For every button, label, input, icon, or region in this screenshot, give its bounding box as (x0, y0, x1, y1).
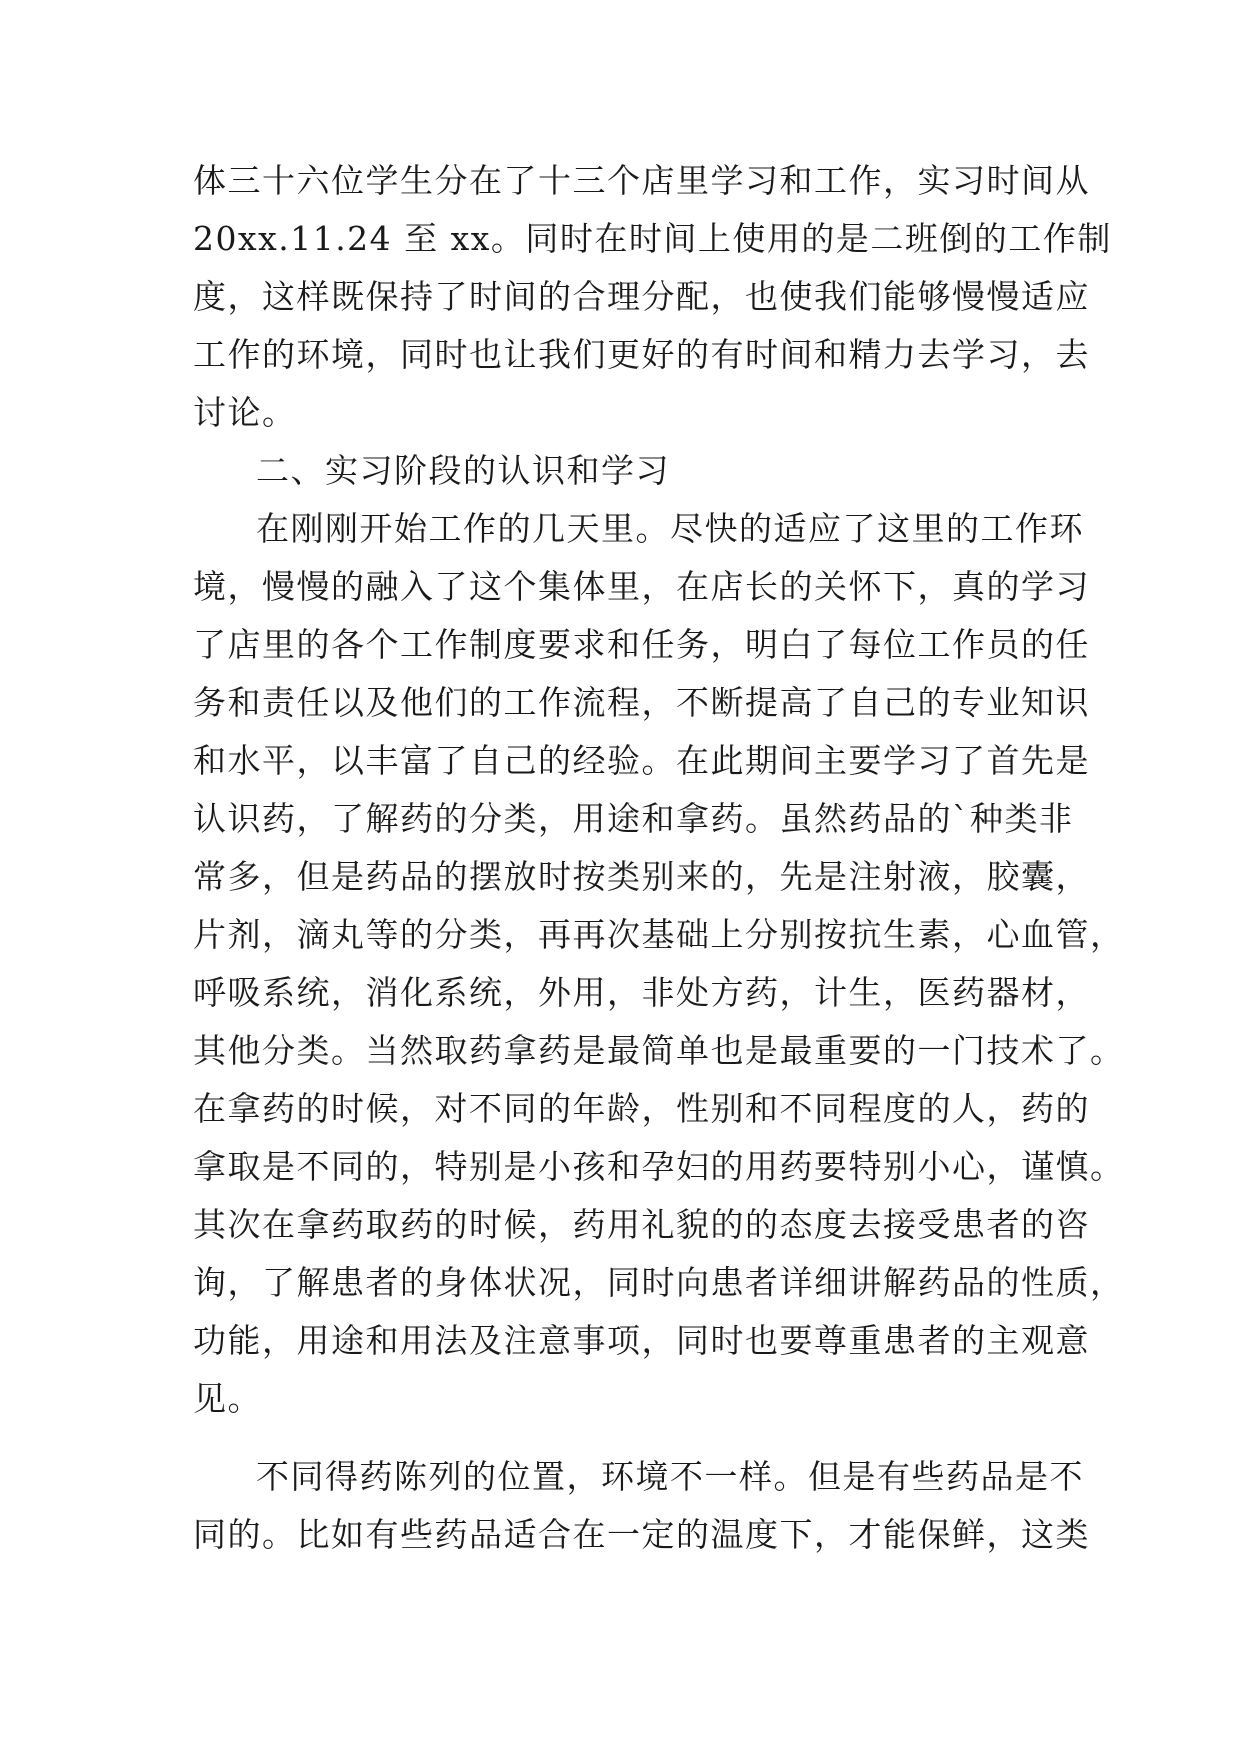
body-text (193, 152, 1125, 1564)
paragraph-line: 境，慢慢的融入了这个集体里，在店长的关怀下，真的学习 (193, 567, 1090, 606)
paragraph-line: 见。 (193, 1379, 262, 1418)
paragraph-line: 呼吸系统，消化系统，外用，非处方药，计生，医药器材， (193, 973, 1090, 1012)
paragraph-line: 询，了解患者的身体状况，同时向患者详细讲解药品的性质， (193, 1263, 1125, 1302)
paragraph-line: 在刚刚开始工作的几天里。尽快的适应了这里的工作环 (256, 509, 1084, 548)
paragraph-line: 和水平，以丰富了自己的经验。在此期间主要学习了首先是 (193, 741, 1090, 780)
paragraph-line: 在拿药的时候，对不同的年龄，性别和不同程度的人，药的 (193, 1089, 1090, 1128)
paragraph-line: 其他分类。当然取药拿药是最简单也是最重要的一门技术了。 (193, 1031, 1125, 1070)
paragraph-line: 务和责任以及他们的工作流程，不断提高了自己的专业知识 (193, 683, 1090, 722)
paragraph-line: 片剂，滴丸等的分类，再再次基础上分别按抗生素，心血管， (193, 915, 1125, 954)
paragraph-line: 拿取是不同的，特别是小孩和孕妇的用药要特别小心，谨慎。 (193, 1147, 1125, 1186)
paragraph-line: 常多，但是药品的摆放时按类别来的，先是注射液，胶囊， (193, 857, 1090, 896)
paragraph-line: 功能，用途和用法及注意事项，同时也要尊重患者的主观意 (193, 1321, 1090, 1360)
paragraph-line: 认识药，了解药的分类，用途和拿药。虽然药品的`种类非 (193, 799, 1074, 838)
paragraph-line: 同的。比如有些药品适合在一定的温度下，才能保鲜，这类 (193, 1515, 1090, 1554)
paragraph-2 (193, 500, 1125, 1428)
paragraph-line: 了店里的各个工作制度要求和任务，明白了每位工作员的任 (193, 625, 1090, 664)
paragraph-line: 度，这样既保持了时间的合理分配，也使我们能够慢慢适应 (193, 277, 1090, 316)
paragraph-3 (193, 1448, 1090, 1564)
paragraph-line: 其次在拿药取药的时候，药用礼貌的的态度去接受患者的咨 (193, 1205, 1090, 1244)
section-heading: 二、实习阶段的认识和学习 (256, 451, 670, 490)
paragraph-line: 讨论。 (193, 393, 297, 432)
paragraph-line: 20xx.11.24 至 xx。同时在时间上使用的是二班倒的工作制 (193, 219, 1112, 258)
paragraph-line: 不同得药陈列的位置，环境不一样。但是有些药品是不 (256, 1457, 1084, 1496)
paragraph-line: 体三十六位学生分在了十三个店里学习和工作，实习时间从 (193, 161, 1090, 200)
paragraph-line: 工作的环境，同时也让我们更好的有时间和精力去学习，去 (193, 335, 1090, 374)
paragraph-1 (193, 152, 1112, 442)
paragraph-gap (193, 1428, 1053, 1448)
